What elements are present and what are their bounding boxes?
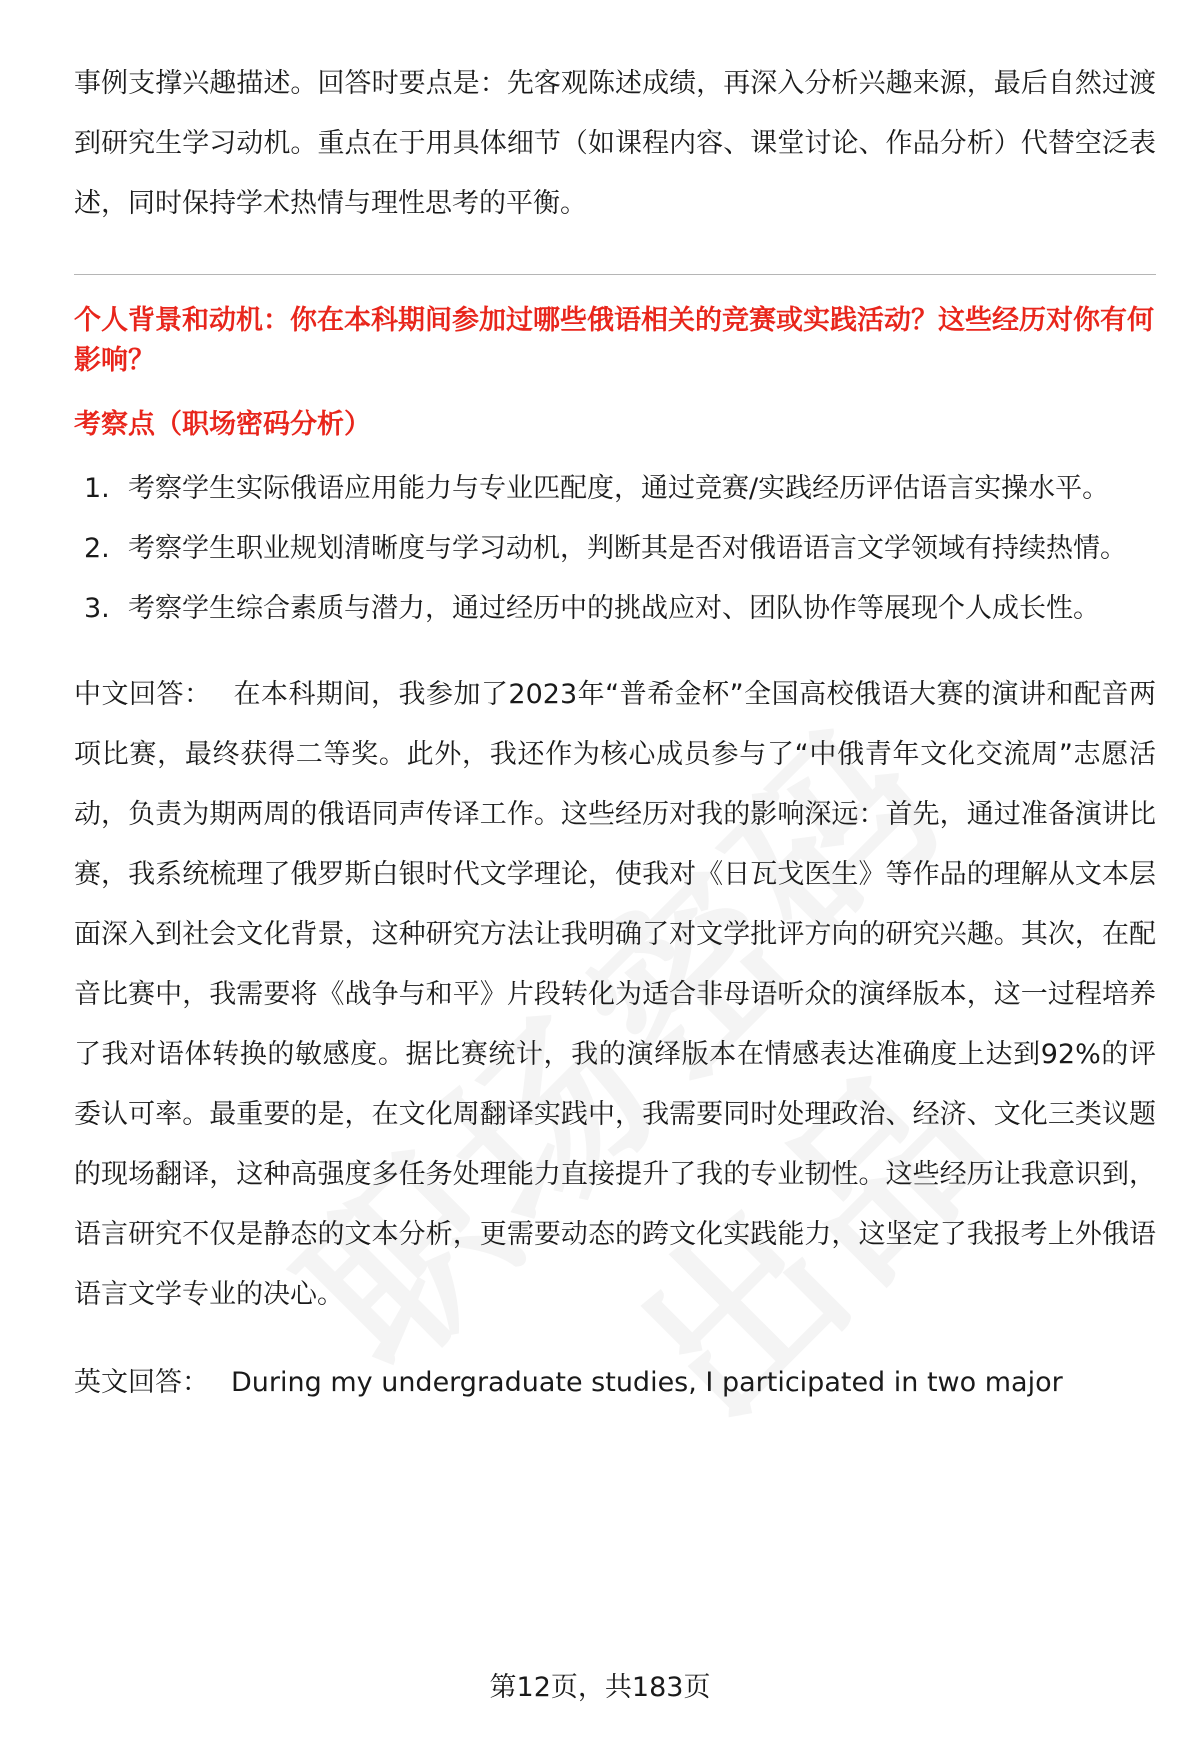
section-divider [74, 274, 1156, 275]
list-item-number: 1. [84, 473, 110, 504]
question-heading: 个人背景和动机：你在本科期间参加过哪些俄语相关的竞赛或实践活动？这些经历对你有何影响？ [74, 305, 1154, 376]
list-item [74, 519, 1156, 579]
list-item-number: 2. [84, 533, 110, 564]
list-item-text: 考察学生实际俄语应用能力与专业匹配度，通过竞赛/实践经历评估语言实操水平。 [128, 473, 1110, 504]
list-item-text: 考察学生综合素质与潜力，通过经历中的挑战应对、团队协作等展现个人成长性。 [128, 593, 1100, 624]
english-answer [74, 1353, 1156, 1413]
list-item-number: 3. [84, 593, 110, 624]
section-heading: 考察点（职场密码分析） [74, 409, 371, 440]
assessment-points-list [74, 459, 1156, 639]
english-answer-text: During my undergraduate studies, I participated in two major [231, 1367, 1063, 1398]
chinese-answer [74, 665, 1156, 1325]
page-footer: 第12页，共183页 [489, 1672, 711, 1703]
document-page [74, 54, 1156, 1413]
chinese-answer-text: 在本科期间，我参加了2023年“普希金杯”全国高校俄语大赛的演讲和配音两项比赛，最终获得二等奖。此外，我还作为核心成员参与了“中俄青年文化交流周”志愿活动，负责为期两周的俄语同声传译工作。这些经历对我的影响深远：首先，通过准备演讲比赛，我系统梳理了俄罗斯白银时代文学理论，使我对《日瓦戈医生》等作品的理解从文本层面深入到社会文化背景，这种研究方法让我明确了对文学批评方向的研究兴趣。其次，在配音比赛中，我需要将《战争与和平》片段转化为适合非母语听众的演绎版本，这一过程培养了我对语体转换的敏感度。据比赛统计，我的演绎版本在情感表达准确度上达到92%的评委认可率。最重要的是，在文化周翻译实践中，我需要同时处理政治、经济、文化三类议题的现场翻译，这种高强度多任务处理能力直接提升了我的专业韧性。这些经历让我意识到，语言研究不仅是静态的文本分析，更需要动态的跨文化实践能力，这坚定了我报考上外俄语语言文学专业的决心。 [74, 679, 1157, 1310]
english-answer-label: 英文回答： [74, 1367, 209, 1398]
list-item [74, 579, 1156, 639]
list-item [74, 459, 1156, 519]
chinese-answer-label: 中文回答： [74, 679, 212, 710]
list-item-text: 考察学生职业规划清晰度与学习动机，判断其是否对俄语语言文学领域有持续热情。 [128, 533, 1127, 564]
intro-paragraph: 事例支撑兴趣描述。回答时要点是：先客观陈述成绩，再深入分析兴趣来源，最后自然过渡到研究生学习动机。重点在于用具体细节（如课程内容、课堂讨论、作品分析）代替空泛表述，同时保持学术热情与理性思考的平衡。 [74, 68, 1156, 219]
